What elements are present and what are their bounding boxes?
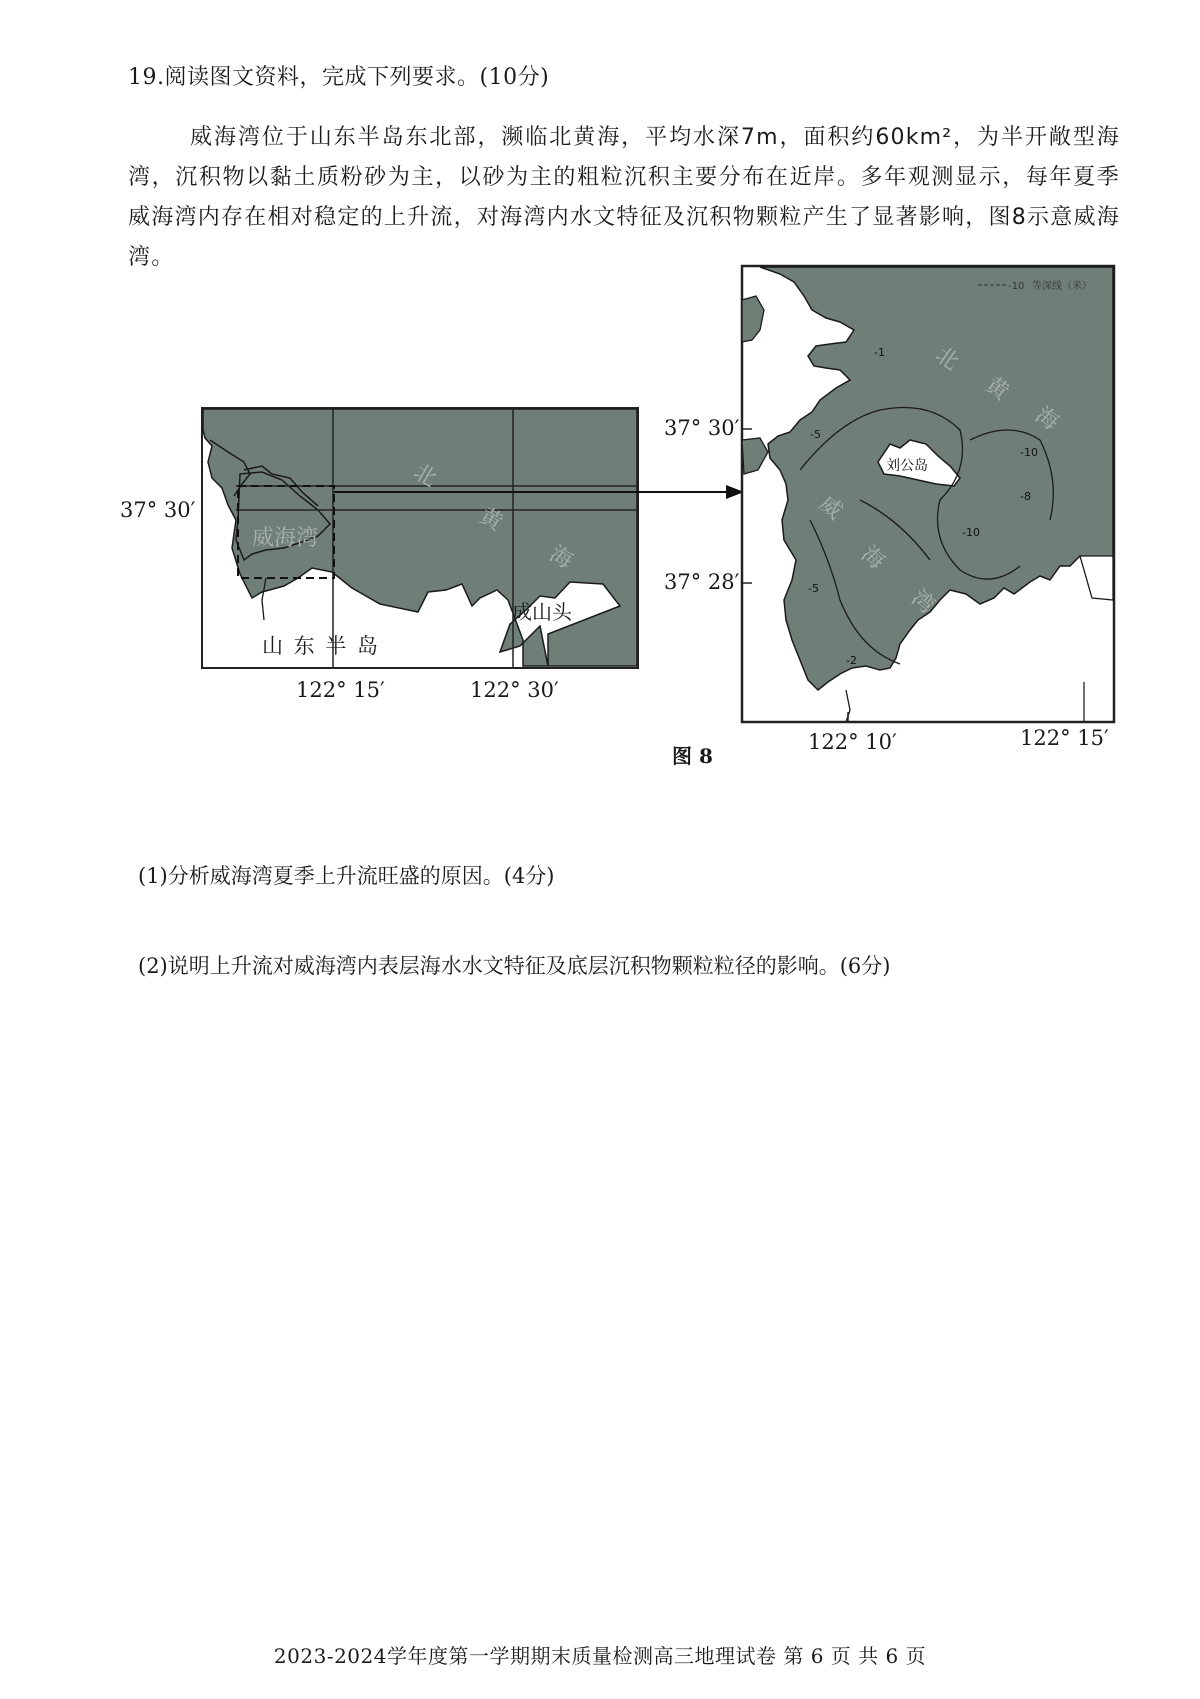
legend-value: -10 (1008, 281, 1025, 292)
left-lat-label: 37° 30′ (120, 498, 196, 522)
right-sea-char-3: 海 (1030, 402, 1063, 436)
left-bay-label: 威海湾 (252, 526, 319, 551)
right-map (742, 266, 1114, 722)
left-sea-char-1: 北 (409, 459, 441, 493)
right-bay-char-2: 海 (856, 541, 890, 575)
right-sea-char-1: 北 (930, 342, 963, 376)
contour-label-5: -2 (846, 654, 857, 667)
question-paragraph: 威海湾位于山东半岛东北部，濒临北黄海，平均水深7m，面积约60km²，为半开敞型海湾，沉积物以黏土质粉砂为主，以砂为主的粗粒沉积主要分布在近岸。多年观测显示，每年夏季威海湾内存在相对稳定的上升流，对海湾内水文特征及沉积物颗粒产生了显著影响，图8示意威海湾。 (128, 125, 1120, 270)
sub-question-2: (2)说明上升流对威海湾内表层海水水文特征及底层沉积物颗粒粒径的影响。(6分) (138, 954, 891, 978)
page-footer: 2023-2024学年度第一学期期末质量检测高三地理试卷 第 6 页 共 6 页 (273, 1644, 927, 1668)
contour-label-6: -5 (808, 582, 819, 595)
left-sea-char-3: 海 (545, 541, 577, 575)
right-lon-label-2: 122° 15′ (1020, 726, 1109, 750)
contour-label-2: -5 (810, 428, 821, 441)
right-bay-char-3: 湾 (906, 585, 940, 619)
sub-question-1: (1)分析威海湾夏季上升流旺盛的原因。(4分) (138, 864, 555, 888)
right-lat-label-2: 37° 28′ (664, 570, 740, 594)
contour-label-1: -1 (874, 346, 885, 359)
left-lon-label-2: 122° 30′ (470, 678, 559, 702)
right-sea-char-2: 黄 (980, 372, 1013, 406)
right-lat-label-1: 37° 30′ (664, 416, 740, 440)
contour-label-4: -10 (1020, 446, 1038, 459)
right-bay-char-1: 威 (814, 491, 848, 525)
legend-text: 等深线（米） (1032, 281, 1092, 292)
island-label: 刘公岛 (886, 458, 928, 474)
left-sea-char-2: 黄 (475, 503, 507, 537)
left-lon-label-1: 122° 15′ (296, 678, 385, 702)
figure-caption: 图 8 (672, 744, 713, 768)
right-lon-label-1: 122° 10′ (808, 730, 897, 754)
contour-label-7: -8 (1020, 490, 1031, 503)
contour-label-3: -10 (962, 526, 980, 539)
peninsula-label: 山 东 半 岛 (262, 634, 381, 658)
cape-label: 成山头 (512, 600, 572, 624)
question-title: 19.阅读图文资料，完成下列要求。(10分) (128, 65, 550, 90)
